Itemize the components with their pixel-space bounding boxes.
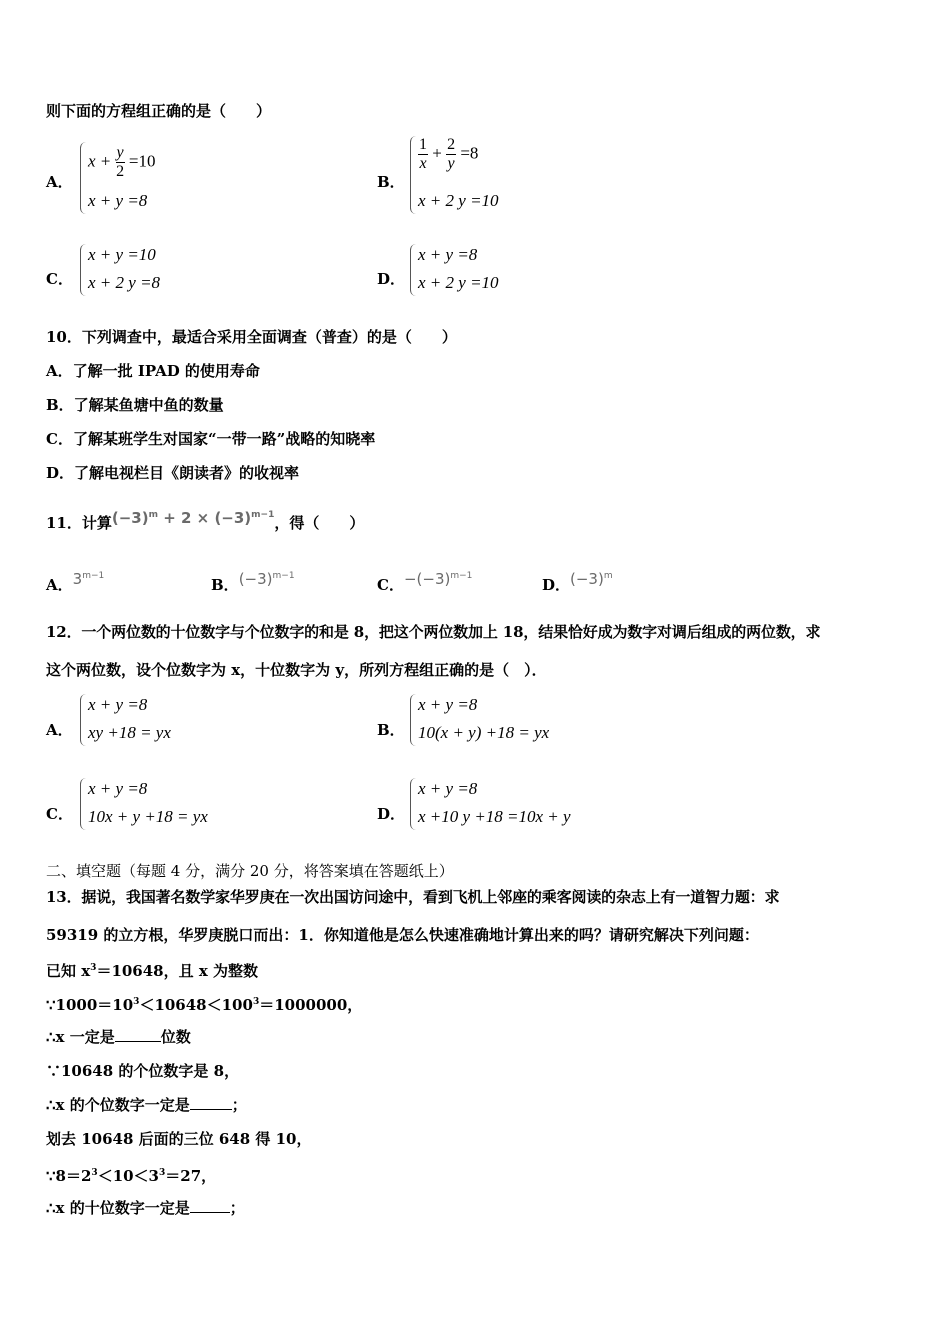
q11-option-a[interactable]: A．$3^{m-1}$	[46, 570, 105, 594]
equation-1: x + y =8	[88, 695, 148, 714]
q9-option-b[interactable]	[377, 172, 405, 192]
q9-c-system	[80, 244, 200, 298]
q9-option-a[interactable]	[46, 172, 73, 192]
option-label: B．	[377, 173, 405, 191]
q10-option-b[interactable]: B．了解某鱼塘中鱼的数量	[46, 396, 224, 414]
q9-intro: 则下面的方程组正确的是（ ）	[46, 102, 272, 120]
q13-line2: 59319 的立方根，华罗庚脱口而出：1．你知道他是怎么快速准确地计算出来的吗？请研究解决下列问题：	[46, 926, 759, 944]
q9-a-system	[80, 142, 200, 216]
q9-b-system	[410, 136, 530, 216]
q10-stem: 10．下列调查中，最适合采用全面调查（普查）的是（ ）	[46, 328, 457, 346]
equation-2: 10(x + y) +18 = yx	[418, 723, 550, 742]
q13-line5: ∴x 一定是 位数	[46, 1028, 191, 1046]
q13-line1: 13．据说，我国著名数学家华罗庚在一次出国访问途中，看到飞机上邻座的乘客阅读的杂志上有一道智力题：求	[46, 888, 780, 906]
q13-line8: 划去 10648 后面的三位 648 得 10，	[46, 1130, 312, 1148]
section-heading: 二、填空题（每题 4 分，满分 20 分，将答案填在答题纸上）	[46, 862, 454, 880]
option-label: C．	[46, 270, 73, 288]
brace	[80, 694, 87, 746]
option-label: D．	[377, 270, 406, 288]
q12-option-c[interactable]: C．	[46, 805, 73, 823]
brace	[80, 778, 87, 830]
q10-option-c[interactable]: C．了解某班学生对国家“一带一路”战略的知晓率	[46, 430, 376, 448]
equation-2: x + 2 y =10	[418, 191, 499, 210]
equation-1: x + y =8	[418, 695, 478, 714]
equation-1: x + y =8	[418, 779, 478, 798]
q9-option-c[interactable]	[46, 269, 73, 289]
equation-2: 10x + y +18 = yx	[88, 807, 208, 826]
answer-blank[interactable]	[190, 1095, 232, 1110]
equation-2: x +10 y +18 =10x + y	[418, 807, 571, 826]
q10-option-a[interactable]: A．了解一批 IPAD 的使用寿命	[46, 362, 260, 380]
brace	[410, 778, 417, 830]
q12-option-a[interactable]: A．	[46, 721, 73, 739]
q11-stem: 11．计算$(-3)^m + 2 \times (-3)^{m-1}$，得（ ）	[46, 509, 365, 532]
q12-stem-line1: 12．一个两位数的十位数字与个位数字的和是 8，把这个两位数加上 18，结果恰好成为数字对调后组成的两位数，求	[46, 623, 821, 641]
q9-d-system	[410, 244, 530, 298]
answer-blank[interactable]	[190, 1198, 230, 1213]
equation-1: x + y =8	[418, 245, 478, 264]
brace	[410, 694, 417, 746]
q13-line7: ∴x 的个位数字一定是 ；	[46, 1096, 247, 1114]
q13-line3: 已知 $x^3=10648$，且 x 为整数	[46, 962, 259, 980]
q12-option-b[interactable]: B．	[377, 721, 405, 739]
brace	[80, 142, 87, 214]
q12-b-system	[410, 694, 590, 748]
q12-c-system	[80, 778, 250, 832]
equation-2: x + 2 y =10	[418, 273, 499, 292]
brace	[410, 244, 417, 296]
q11-option-b[interactable]: B．$(-3)^{m-1}$	[211, 570, 295, 594]
answer-blank[interactable]	[115, 1027, 161, 1042]
q10-option-d[interactable]: D．了解电视栏目《朗读者》的收视率	[46, 464, 300, 482]
equation-2: x + 2 y =8	[88, 273, 161, 292]
q13-line10: ∴x 的十位数字一定是 ；	[46, 1199, 245, 1217]
q11-option-d[interactable]: D．$(-3)^m$	[542, 570, 613, 594]
q13-line6: ∵10648 的个位数字是 8，	[46, 1062, 240, 1080]
equation-1: x + y =8	[88, 779, 148, 798]
equation-1: $\frac{1}{x}$ + $\frac{2}{y}$ =8	[419, 136, 479, 172]
q12-a-system	[80, 694, 230, 748]
equation-1: x + $\frac{y}{2}$ =10	[88, 144, 156, 180]
q12-stem-line2: 这个两位数，设个位数字为 x，十位数字为 y，所列方程组正确的是（ ）．	[46, 661, 547, 679]
q12-d-system	[410, 778, 610, 832]
q13-line9: $\because 8=2^3<10<3^3=27$，	[46, 1167, 217, 1185]
equation-2: xy +18 = yx	[88, 723, 171, 742]
equation-1: x + y =10	[88, 245, 156, 264]
equation-2: x + y =8	[88, 191, 148, 210]
q11-option-c[interactable]: C．$-(-3)^{m-1}$	[377, 570, 473, 594]
brace	[410, 136, 417, 214]
q11-expression: $(-3)^m + 2 \times (-3)^{m-1}$	[111, 509, 275, 527]
q13-line4: $\because 1000=10^3<10648<100^3=1000000$，	[46, 996, 363, 1014]
q9-option-d[interactable]	[377, 269, 405, 289]
q12-option-d[interactable]: D．	[377, 805, 406, 823]
brace	[80, 244, 87, 296]
option-label: A．	[46, 173, 73, 191]
